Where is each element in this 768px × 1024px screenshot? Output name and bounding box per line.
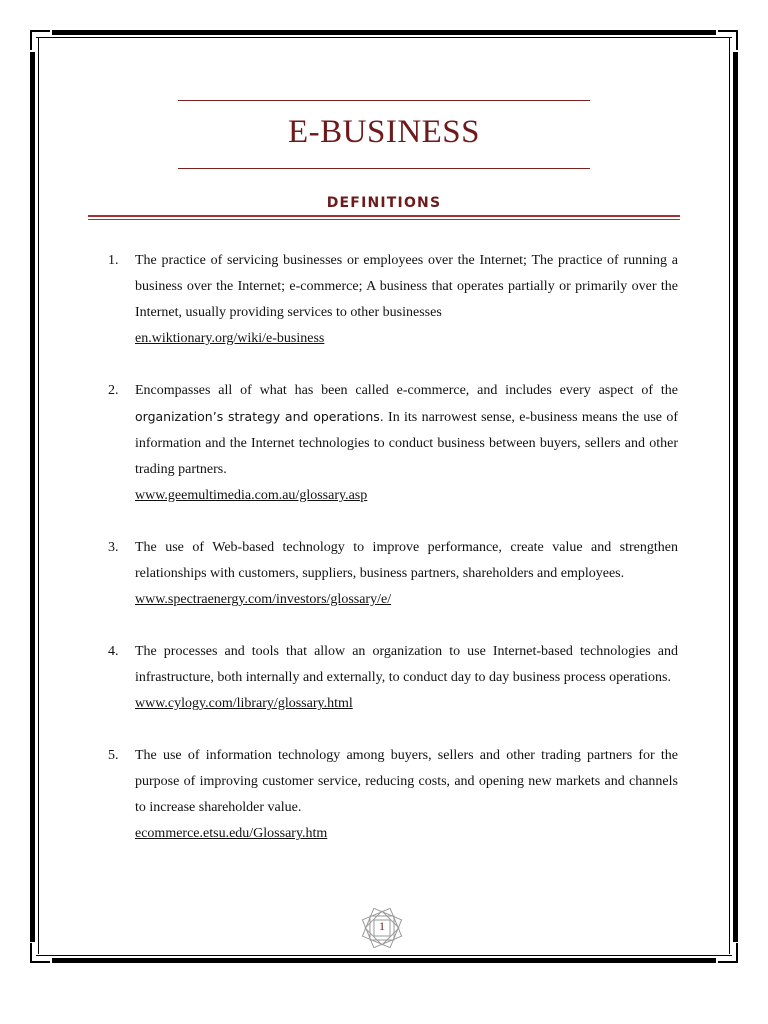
list-item-number: 5. bbox=[108, 748, 119, 763]
definition-text-part: organization’s strategy and operations. bbox=[135, 409, 384, 424]
source-link[interactable]: en.wiktionary.org/wiki/e-business bbox=[135, 331, 325, 346]
heading-rule-thin bbox=[88, 219, 680, 220]
definition-text: The processes and tools that allow an organization to use Internet-based technologies and infrastructure, both internally and externally, to conduct day to day business process operations. bbox=[135, 644, 678, 685]
definition-text-part: In its narrowest sense, e-business means the use of information and the Internet technologies to conduct business between buyers, sellers and other trading partners. bbox=[135, 410, 678, 477]
page-border-bottom bbox=[52, 958, 716, 963]
list-item-number: 1. bbox=[108, 253, 119, 268]
list-item-number: 3. bbox=[108, 540, 119, 555]
list-item bbox=[108, 535, 678, 613]
border-corner-bottom-left bbox=[30, 943, 50, 963]
list-item bbox=[108, 639, 678, 717]
border-corner-top-right bbox=[718, 30, 738, 50]
page-border-top bbox=[52, 30, 716, 35]
page-border-left bbox=[30, 52, 35, 942]
page-border-inner-bottom bbox=[36, 955, 732, 956]
list-item bbox=[108, 743, 678, 847]
page-border-inner-right bbox=[729, 38, 730, 954]
source-link[interactable]: www.cylogy.com/library/glossary.html bbox=[135, 696, 353, 711]
definition-text bbox=[135, 378, 678, 483]
definition-text: The practice of servicing businesses or employees over the Internet; The practice of running a business over the Internet; e-commerce; A business that operates partially or primarily over the Internet, usually providing services to other businesses bbox=[135, 253, 678, 320]
page-border-inner-left bbox=[38, 38, 39, 954]
definition-text: The use of Web-based technology to improve performance, create value and strengthen relationships with customers, suppliers, business partners, shareholders and employees. bbox=[135, 540, 678, 581]
definition-text-part: Encompasses all of what has been called e-commerce, and includes every aspect of the bbox=[135, 383, 678, 398]
page-border-inner-top bbox=[36, 37, 732, 38]
list-item bbox=[108, 248, 678, 352]
section-heading: DEFINITIONS bbox=[326, 195, 442, 211]
document-title: E-BUSINESS bbox=[287, 114, 481, 150]
title-rule-bottom bbox=[178, 168, 590, 169]
page-number: 1 bbox=[379, 919, 385, 933]
border-corner-top-left bbox=[30, 30, 50, 50]
definition-text: The use of information technology among buyers, sellers and other trading partners for the purpose of improving customer service, reducing costs, and opening new markets and channels to increase shareholder value. bbox=[135, 748, 678, 815]
title-rule-top bbox=[178, 100, 590, 101]
list-item bbox=[108, 378, 678, 509]
source-link[interactable]: www.spectraenergy.com/investors/glossary/e/ bbox=[135, 592, 392, 607]
list-item-number: 4. bbox=[108, 644, 119, 659]
page-border-right bbox=[733, 52, 738, 942]
source-link[interactable]: www.geemultimedia.com.au/glossary.asp bbox=[135, 488, 368, 503]
source-link[interactable]: ecommerce.etsu.edu/Glossary.htm bbox=[135, 826, 328, 841]
list-item-number: 2. bbox=[108, 383, 119, 398]
definitions-list bbox=[108, 248, 678, 873]
heading-rule-thick bbox=[88, 215, 680, 217]
border-corner-bottom-right bbox=[718, 943, 738, 963]
